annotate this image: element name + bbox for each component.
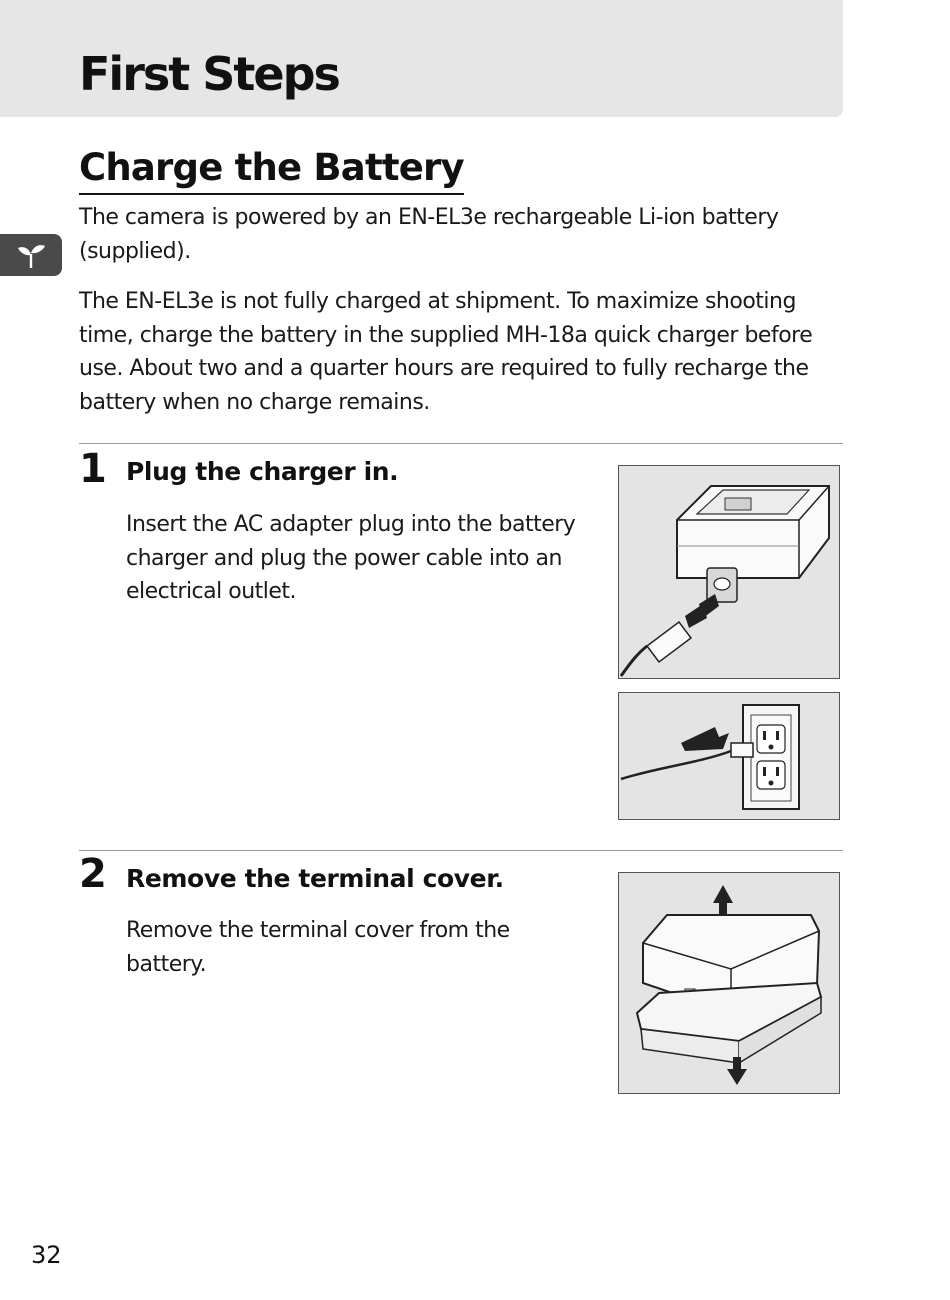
chapter-title: First Steps <box>79 47 339 101</box>
charging-paragraph: The EN-EL3e is not fully charged at shipment. To maximize shooting time, charge the battery in the supplied MH-18a quick charger before use. About two and a quarter hours are required to fully recharge the battery when no charge remains. <box>79 289 813 415</box>
step-2-divider <box>79 850 843 851</box>
step-2-number: 2 <box>79 851 107 897</box>
battery-charger-plug-illustration <box>618 465 840 679</box>
sprout-icon <box>16 240 46 270</box>
page-number: 32 <box>31 1241 62 1269</box>
step-1-title: Plug the charger in. <box>126 457 399 486</box>
step-1-number: 1 <box>79 446 107 492</box>
chapter-header-band <box>0 0 843 117</box>
step-1-text: Insert the AC adapter plug into the battery charger and plug the power cable into an electrical outlet. <box>126 512 576 604</box>
chapter-side-tab <box>0 234 62 276</box>
intro-paragraph: The camera is powered by an EN-EL3e rechargeable Li-ion battery (supplied). <box>79 205 779 264</box>
step-2-text: Remove the terminal cover from the battery. <box>126 918 510 977</box>
battery-terminal-cover-illustration <box>618 872 840 1094</box>
wall-outlet-plug-illustration <box>618 692 840 820</box>
step-1-divider <box>79 443 843 444</box>
section-title: Charge the Battery <box>79 144 464 195</box>
step-2-title: Remove the terminal cover. <box>126 864 504 893</box>
